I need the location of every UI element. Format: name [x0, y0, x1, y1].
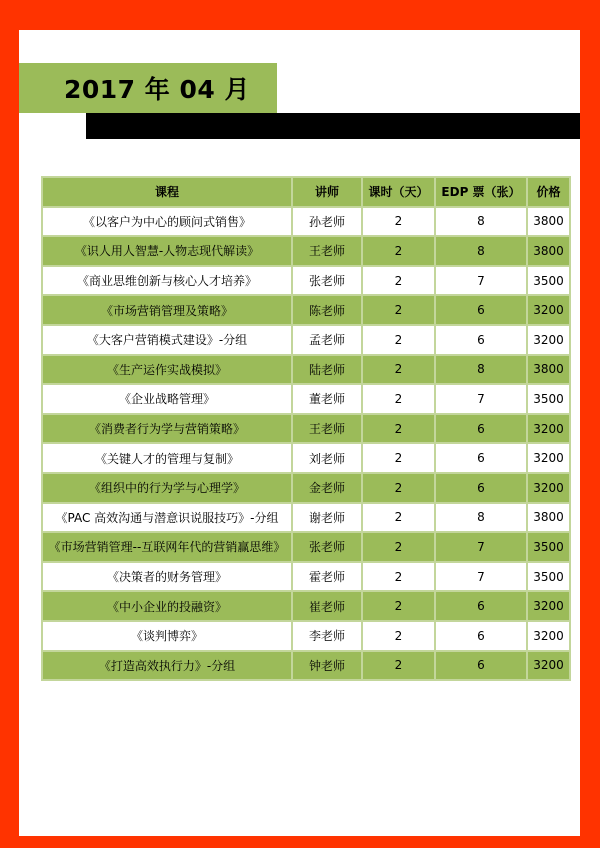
cell-course: 《关键人才的管理与复制》: [42, 443, 292, 473]
cell-course: 《商业思维创新与核心人才培养》: [42, 266, 292, 296]
cell-price: 3800: [527, 355, 570, 385]
header-duration: 课时（天）: [362, 177, 435, 207]
table-row: [42, 414, 570, 444]
cell-instructor: 钟老师: [292, 651, 362, 681]
cell-instructor: 刘老师: [292, 443, 362, 473]
cell-duration: 2: [362, 621, 435, 651]
cell-price: 3200: [527, 443, 570, 473]
cell-duration: 2: [362, 266, 435, 296]
cell-edp-tickets: 7: [435, 562, 527, 592]
table-row: [42, 207, 570, 237]
cell-edp-tickets: 6: [435, 473, 527, 503]
cell-instructor: 陆老师: [292, 355, 362, 385]
cell-edp-tickets: 6: [435, 651, 527, 681]
cell-duration: 2: [362, 532, 435, 562]
cell-price: 3200: [527, 651, 570, 681]
table-row: [42, 562, 570, 592]
cell-duration: 2: [362, 473, 435, 503]
cell-instructor: 张老师: [292, 532, 362, 562]
table-row: [42, 384, 570, 414]
table-header-row: [42, 177, 570, 207]
cell-course: 《识人用人智慧-人物志现代解读》: [42, 236, 292, 266]
cell-course: 《中小企业的投融资》: [42, 591, 292, 621]
cell-price: 3500: [527, 562, 570, 592]
cell-price: 3200: [527, 295, 570, 325]
cell-course: 《企业战略管理》: [42, 384, 292, 414]
table-row: [42, 532, 570, 562]
table-row: [42, 355, 570, 385]
header-price: 价格: [527, 177, 570, 207]
cell-edp-tickets: 6: [435, 414, 527, 444]
cell-price: 3200: [527, 325, 570, 355]
decorative-bar: [86, 113, 580, 139]
cell-edp-tickets: 6: [435, 295, 527, 325]
cell-instructor: 崔老师: [292, 591, 362, 621]
cell-duration: 2: [362, 591, 435, 621]
cell-price: 3200: [527, 591, 570, 621]
cell-price: 3800: [527, 207, 570, 237]
table-row: [42, 473, 570, 503]
table-row: [42, 503, 570, 533]
cell-price: 3500: [527, 384, 570, 414]
cell-price: 3800: [527, 503, 570, 533]
cell-instructor: 王老师: [292, 236, 362, 266]
table-row: [42, 443, 570, 473]
cell-edp-tickets: 7: [435, 266, 527, 296]
cell-edp-tickets: 8: [435, 236, 527, 266]
cell-duration: 2: [362, 236, 435, 266]
header-course: 课程: [42, 177, 292, 207]
table-row: [42, 295, 570, 325]
header-edp-tickets: EDP 票（张）: [435, 177, 527, 207]
cell-duration: 2: [362, 414, 435, 444]
cell-course: 《消费者行为学与营销策略》: [42, 414, 292, 444]
table-row: [42, 651, 570, 681]
cell-price: 3200: [527, 473, 570, 503]
cell-course: 《PAC 高效沟通与潜意识说服技巧》-分组: [42, 503, 292, 533]
cell-course: 《大客户营销模式建设》-分组: [42, 325, 292, 355]
cell-course: 《以客户为中心的顾问式销售》: [42, 207, 292, 237]
cell-duration: 2: [362, 562, 435, 592]
page-title: 2017 年 04 月: [64, 75, 250, 104]
cell-edp-tickets: 8: [435, 503, 527, 533]
cell-instructor: 霍老师: [292, 562, 362, 592]
cell-duration: 2: [362, 443, 435, 473]
document-page: [19, 30, 580, 836]
cell-edp-tickets: 6: [435, 325, 527, 355]
cell-instructor: 王老师: [292, 414, 362, 444]
cell-course: 《打造高效执行力》-分组: [42, 651, 292, 681]
title-band: [19, 63, 277, 113]
cell-course: 《生产运作实战模拟》: [42, 355, 292, 385]
cell-duration: 2: [362, 651, 435, 681]
table-row: [42, 236, 570, 266]
cell-instructor: 金老师: [292, 473, 362, 503]
header-instructor: 讲师: [292, 177, 362, 207]
cell-price: 3500: [527, 266, 570, 296]
table-row: [42, 266, 570, 296]
cell-course: 《决策者的财务管理》: [42, 562, 292, 592]
cell-edp-tickets: 6: [435, 621, 527, 651]
cell-course: 《谈判博弈》: [42, 621, 292, 651]
cell-instructor: 陈老师: [292, 295, 362, 325]
cell-price: 3800: [527, 236, 570, 266]
cell-course: 《组织中的行为学与心理学》: [42, 473, 292, 503]
cell-price: 3200: [527, 621, 570, 651]
cell-edp-tickets: 6: [435, 443, 527, 473]
cell-price: 3200: [527, 414, 570, 444]
cell-instructor: 谢老师: [292, 503, 362, 533]
cell-instructor: 董老师: [292, 384, 362, 414]
table-row: [42, 621, 570, 651]
cell-instructor: 孟老师: [292, 325, 362, 355]
cell-duration: 2: [362, 384, 435, 414]
cell-instructor: 孙老师: [292, 207, 362, 237]
cell-instructor: 李老师: [292, 621, 362, 651]
cell-duration: 2: [362, 503, 435, 533]
cell-price: 3500: [527, 532, 570, 562]
cell-edp-tickets: 8: [435, 207, 527, 237]
cell-edp-tickets: 8: [435, 355, 527, 385]
table-row: [42, 591, 570, 621]
table-row: [42, 325, 570, 355]
cell-edp-tickets: 7: [435, 384, 527, 414]
course-table: [41, 176, 571, 681]
cell-course: 《市场营销管理--互联网年代的营销赢思维》: [42, 532, 292, 562]
cell-duration: 2: [362, 295, 435, 325]
table-body: [42, 207, 570, 681]
cell-edp-tickets: 6: [435, 591, 527, 621]
cell-course: 《市场营销管理及策略》: [42, 295, 292, 325]
cell-duration: 2: [362, 355, 435, 385]
cell-duration: 2: [362, 207, 435, 237]
cell-instructor: 张老师: [292, 266, 362, 296]
cell-duration: 2: [362, 325, 435, 355]
cell-edp-tickets: 7: [435, 532, 527, 562]
